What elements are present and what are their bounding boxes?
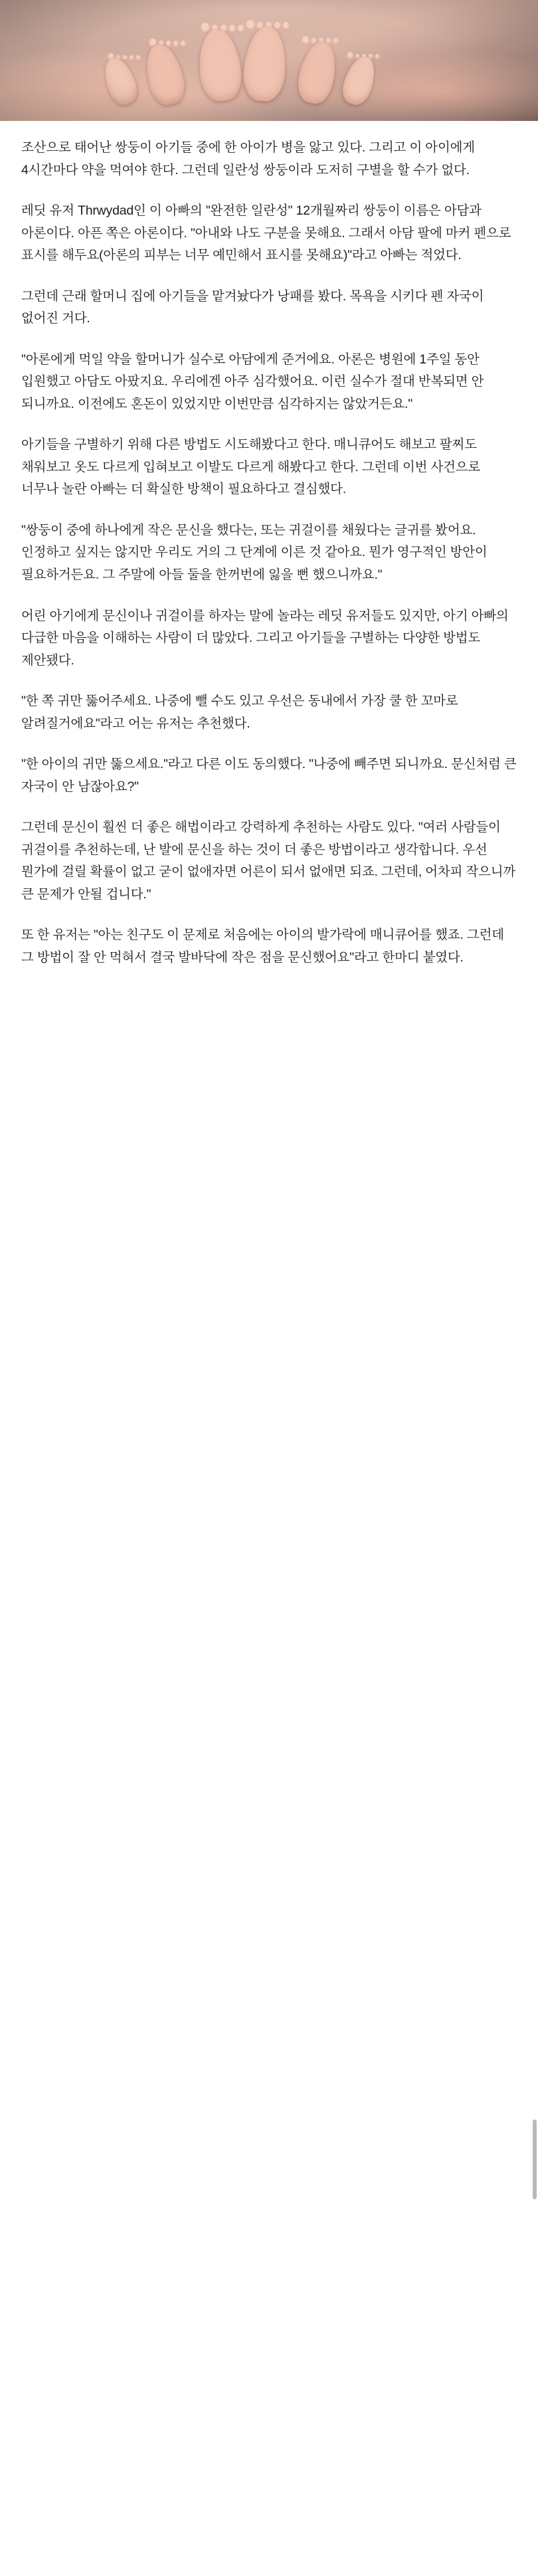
article-paragraph: 아기들을 구별하기 위해 다른 방법도 시도해봤다고 한다. 매니큐어도 해보고 팔찌도 채워보고 옷도 다르게 입혀보고 이발도 다르게 해봤다고 한다. 그런데 이번 사건으로 너무나 놀란 아빠는 더 확실한 방책이 필요하다고 결심했다. — [21, 437, 481, 497]
vertical-scrollbar-thumb[interactable] — [533, 2120, 537, 2199]
article-paragraph: 어린 아기에게 문신이나 귀걸이를 하자는 말에 놀라는 레딧 유저들도 있지만, 아기 아빠의 다급한 마음을 이해하는 사람이 더 많았다. 그리고 아기들을 구별하는 다양한 방법도 제안됐다. — [21, 608, 509, 668]
photo-vignette — [0, 0, 538, 121]
article-paragraph: "쌍둥이 중에 하나에게 작은 문신을 했다는, 또는 귀걸이를 채웠다는 글귀를 봤어요. 인정하고 싶지는 않지만 우리도 거의 그 단계에 이른 것 같아요. 뭔가 영구적인 방안이 필요하거든요. 그 주말에 아들 둘을 한꺼번에 잃을 뻔 했으니까요." — [21, 522, 488, 582]
article-page — [0, 0, 538, 995]
article-paragraph: "한 아이의 귀만 뚫으세요."라고 다른 이도 동의했다. "나중에 빼주면 되니까요. 문신처럼 큰 자국이 안 남잖아요?" — [21, 757, 517, 794]
article-paragraph: 레딧 유저 Thrwydad인 이 아빠의 "완전한 일란성" 12개월짜리 쌍둥이 이름은 아담과 아론이다. 아픈 쪽은 아론이다. "아내와 나도 구분을 못해요. 그래서 아담 팔에 마커 펜으로 표시를 해두요(아론의 피부는 너무 예민해서 표시를 못해요)"라고 아빠는 적었다. — [21, 203, 511, 263]
article-body — [0, 121, 538, 995]
article-paragraph: "아론에게 먹일 약을 할머니가 실수로 아담에게 준거에요. 아론은 병원에 1주일 동안 입원했고 아담도 아팠지요. 우리에겐 아주 심각했어요. 이런 실수가 절대 반복되면 안 되니까요. 이전에도 혼돈이 있었지만 이번만큼 심각하지는 않았거든요." — [21, 351, 484, 411]
article-paragraph: 그런데 근래 할머니 집에 아기들을 맡겨놨다가 낭패를 봤다. 목욕을 시키다 펜 자국이 없어진 거다. — [21, 288, 484, 326]
article-paragraph: 조산으로 태어난 쌍둥이 아기들 중에 한 아이가 병을 앓고 있다. 그리고 이 아이에게 4시간마다 약을 먹여야 한다. 그런데 일란성 쌍둥이라 도저히 구별을 할 수가 없다. — [21, 140, 475, 177]
baby-feet-photo — [0, 0, 538, 121]
article-paragraph: 또 한 유저는 "아는 친구도 이 문제로 처음에는 아이의 발가락에 매니큐어를 했죠. 그런데 그 방법이 잘 안 먹혀서 결국 발바닥에 작은 점을 문신했어요"라고 한마디 붙였다. — [21, 928, 504, 965]
article-paragraph: "한 쪽 귀만 뚫어주세요. 나중에 뺄 수도 있고 우선은 동내에서 가장 쿨 한 꼬마로 알려질거에요"라고 어는 유저는 추천했다. — [21, 694, 458, 731]
article-paragraph: 그런데 문신이 훨씬 더 좋은 해법이라고 강력하게 추천하는 사람도 있다. "여러 사람들이 귀걸이를 추천하는데, 난 발에 문신을 하는 것이 더 좋은 방법이라고 생각합니다. 우선 뭔가에 걸릴 확률이 없고 굳이 없애자면 어른이 되서 없애면 되죠. 그런데, 어차피 작으니까 큰 문제가 안될 겁니다." — [21, 820, 515, 902]
